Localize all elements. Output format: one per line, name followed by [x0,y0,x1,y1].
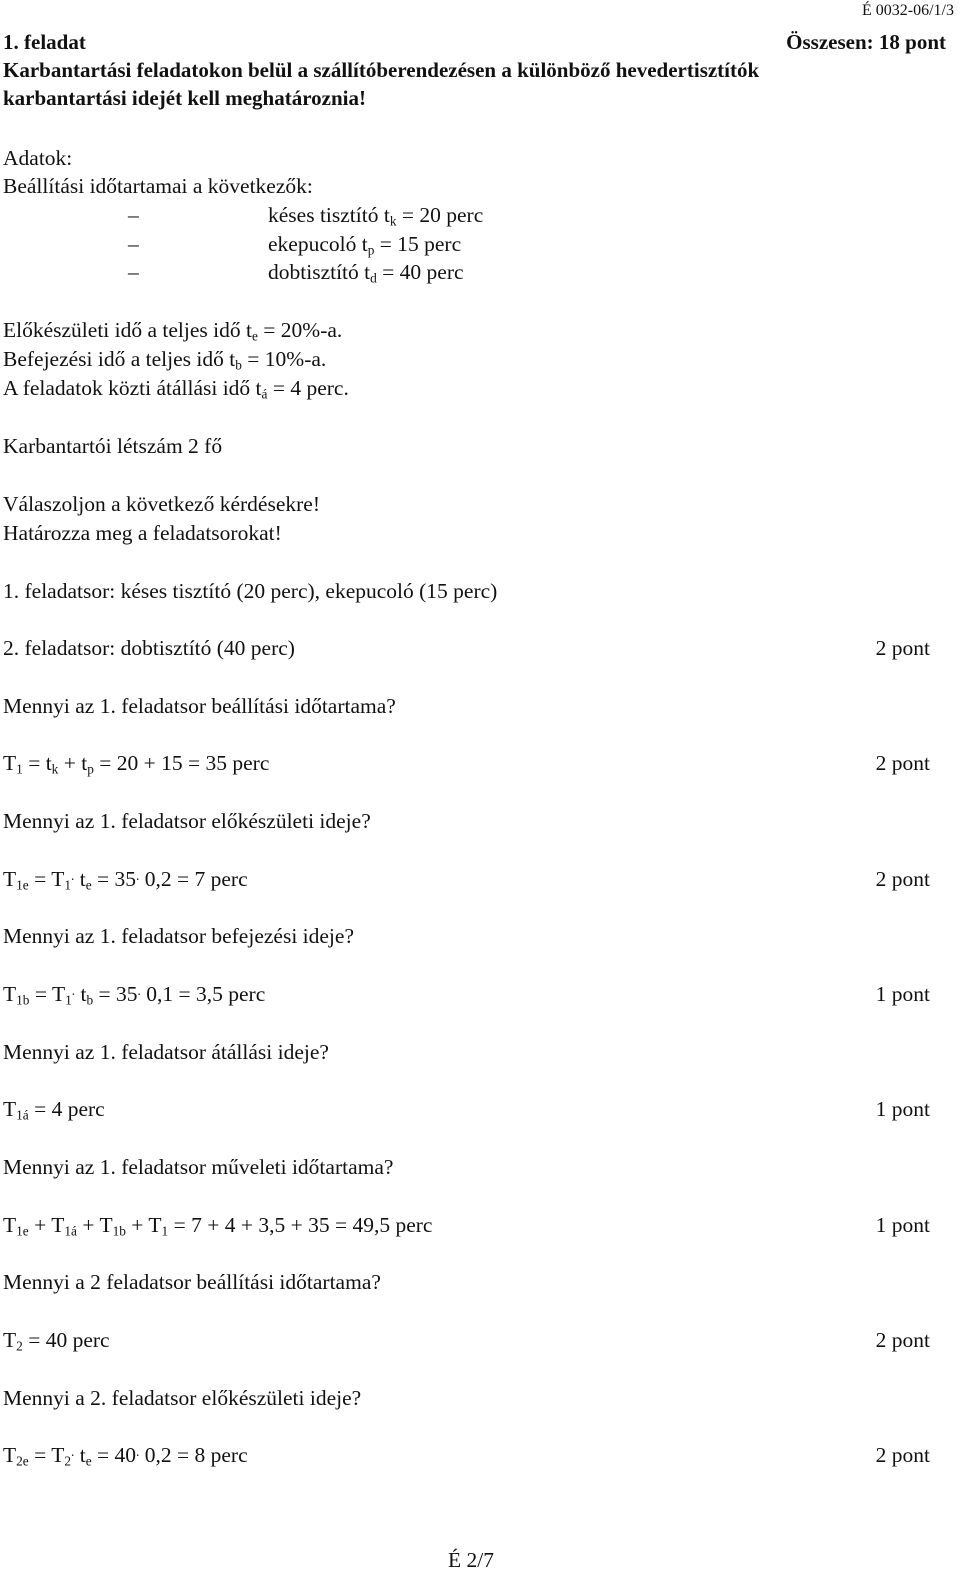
total-points: Összesen: 18 pont [786,30,946,54]
answer-5: $T_{1e} + T_{1á} + T_{1b} + T_1 = 7 + 4 + 3,5 + 35 = 49,5$ perc [3,1213,433,1239]
question-2: Mennyi az 1. feladatsor előkészületi ideje? [3,809,371,833]
staff-count: Karbantartói létszám 2 fő [3,434,223,458]
task-intro-line2: karbantartási idejét kell meghatároznia! [3,86,366,110]
list-dash: – [128,232,139,256]
task-set-2-points: 2 pont [875,636,930,660]
answer-4-points: 1 pont [875,1097,930,1121]
answer-1-points: 2 pont [875,751,930,775]
instruction-line2: Határozza meg a feladatsorokat! [3,521,282,545]
list-dash: – [128,203,139,227]
question-1: Mennyi az 1. feladatsor beállítási időtartama? [3,694,396,718]
answer-7-points: 2 pont [875,1443,930,1467]
question-7: Mennyi a 2. feladatsor előkészületi ideje? [3,1386,362,1410]
answer-7: $T_{2e} = T_2^.$ $t_e = 40^.$ 0,2 = 8 perc [3,1443,248,1469]
answer-6: $T_2 = 40$ perc [3,1328,110,1354]
task-intro-line1: Karbantartási feladatokon belül a szállítóberendezésen a különböző hevedertisztítók [3,58,760,82]
setup-intro: Beállítási időtartamai a következők: [3,174,313,198]
document-code: É 0032-06/1/3 [862,2,954,19]
answer-1: $T_1 = t_k + t_p = 20 + 15 = 35$ perc [3,751,270,777]
answer-3-points: 1 pont [875,982,930,1006]
task-title: 1. feladat [3,30,86,54]
answer-5-points: 1 pont [875,1213,930,1237]
setup-item-drum-cleaner: – dobtisztító $t_d = 40$ perc [128,260,464,286]
instruction-line1: Válaszoljon a következő kérdésekre! [3,492,320,516]
question-3: Mennyi az 1. feladatsor befejezési ideje? [3,924,354,948]
task-set-1: 1. feladatsor: késes tisztító (20 perc), ekepucoló (15 perc) [3,579,498,603]
data-heading: Adatok: [3,146,73,170]
setup-item-knife-cleaner: – késes tisztító $t_k = 20$ perc [128,203,484,229]
answer-2: $T_{1e} = T_1^.$ $t_e = 35^.$ 0,2 = 7 perc [3,867,248,893]
finishing-time-line: Befejezési idő a teljes idő $t_b = 10\%-a$. [3,347,327,373]
question-5: Mennyi az 1. feladatsor műveleti időtartama? [3,1155,394,1179]
answer-2-points: 2 pont [875,867,930,891]
setup-item-plough-cleaner: – ekepucoló $t_p = 15$ perc [128,232,462,258]
answer-4: $T_{1á} = 4$ perc [3,1097,105,1123]
question-6: Mennyi a 2 feladatsor beállítási időtartama? [3,1270,381,1294]
answer-6-points: 2 pont [875,1328,930,1352]
changeover-time-line: A feladatok közti átállási idő $t_á = 4$ perc. [3,376,349,402]
list-dash: – [128,260,139,284]
question-4: Mennyi az 1. feladatsor átállási ideje? [3,1040,329,1064]
preparation-time-line: Előkészületi idő a teljes idő $t_e = 20\%-a$. [3,318,343,344]
page-number: É 2/7 [448,1548,494,1572]
answer-3: $T_{1b} = T_1^.$ $t_b = 35^.$ 0,1 = 3,5 perc [3,982,266,1008]
task-set-2: 2. feladatsor: dobtisztító (40 perc) [3,636,295,660]
